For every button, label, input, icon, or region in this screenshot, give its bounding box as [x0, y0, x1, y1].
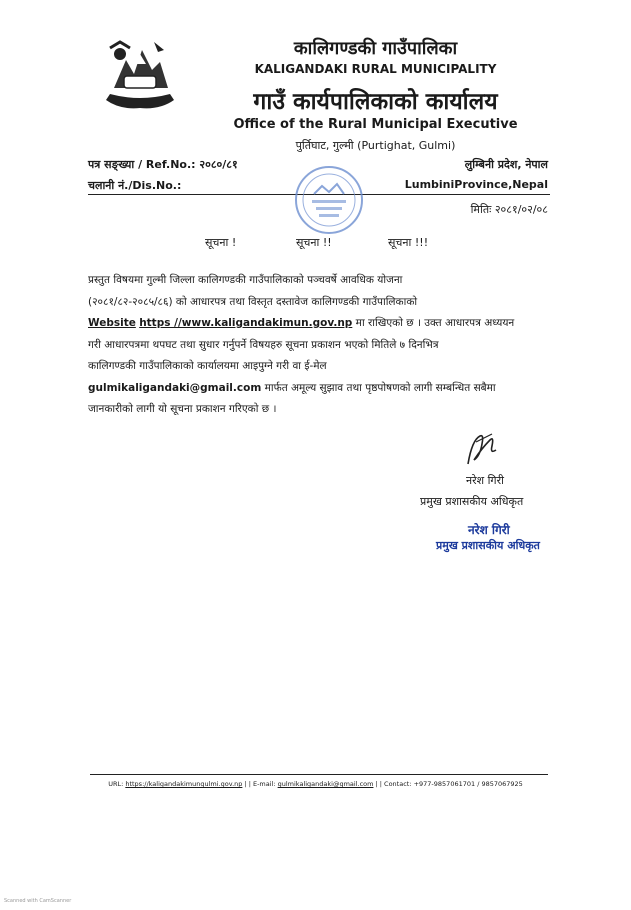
notice-body	[88, 270, 552, 421]
footer-email-link[interactable]: gulmikaligandaki@gmail.com	[277, 780, 374, 788]
municipality-name-np: कालिगण्डकी गाउँपालिका	[293, 38, 458, 59]
issue-date: मितिः २०८१/०२/०८	[470, 203, 548, 216]
footer	[0, 780, 631, 788]
body-line: (२०८१/८२-२०८५/८६) को आधारपत्र तथा विस्तृत दस्तावेज कालिगण्डकी गाउँपालिकाको	[88, 295, 418, 308]
notice-word-1: सूचना !	[205, 236, 237, 249]
body-line: गरी आधारपत्रमा थपघट तथा सुधार गर्नुपर्ने विषयहरु सूचना प्रकाशन भएको मितिले ७ दिनभित्र	[88, 338, 439, 351]
signatory-name: नरेश गिरी	[466, 474, 504, 487]
office-address: पुर्तिघाट, गुल्मी (Purtighat, Gulmi)	[295, 139, 456, 152]
website-link[interactable]: https //www.kaligandakimun.gov.np	[139, 317, 353, 329]
signatory-title: प्रमुख प्रशासकीय अधिकृत	[420, 495, 524, 508]
ref-number: पत्र सङ्ख्या / Ref.No.: २०८०/८१	[88, 158, 238, 171]
municipality-name-en: KALIGANDAKI RURAL MUNICIPALITY	[254, 62, 497, 76]
scanner-watermark: Scanned with CamScanner	[4, 898, 72, 904]
footer-sep: | | E-mail:	[242, 780, 278, 788]
footer-url-link[interactable]: https://kaligandakimungulmi.gov.np	[125, 780, 243, 788]
footer-contact: | | Contact: +977-9857061701 / 9857067925	[373, 780, 523, 788]
body-line-rest: मा राखिएको छ । उक्त आधारपत्र अध्ययन	[352, 317, 515, 329]
body-line: जानकारीको लागी यो सूचना प्रकाशन गरिएको छ ।	[88, 403, 277, 415]
dispatch-number: चलानी नं./Dis.No.:	[88, 179, 182, 192]
province-np: लुम्बिनी प्रदेश, नेपाल	[464, 158, 548, 171]
website-label: Website	[88, 317, 136, 329]
office-name-np: गाउँ कार्यपालिकाको कार्यालय	[253, 89, 498, 115]
contact-email[interactable]: gulmikaligandaki@gmail.com	[88, 381, 262, 394]
body-line	[88, 378, 552, 400]
body-line: प्रस्तुत विषयमा गुल्मी जिल्ला कालिगण्डकी गाउँपालिकाको पञ्चवर्षे आवधिक योजना	[88, 274, 403, 286]
footer-divider	[90, 774, 548, 775]
body-line	[88, 313, 552, 335]
body-line-rest: मार्फत अमूल्य सुझाव तथा पृष्ठपोषणको लागी सम्बन्धित सबैमा	[261, 381, 496, 394]
footer-url-label: URL:	[108, 780, 126, 788]
signature-icon	[462, 430, 502, 470]
notice-word-3: सूचना !!!	[388, 236, 429, 249]
body-line: कालिगण्डकी गाउँपालिकाको कार्यालयमा आइपुग्ने गरी वा ई-मेल	[88, 360, 327, 372]
office-seal-icon	[292, 164, 366, 236]
office-name-en: Office of the Rural Municipal Executive	[233, 117, 518, 132]
stamp-title: प्रमुख प्रशासकीय अधिकृत	[436, 539, 540, 552]
notice-word-2: सूचना !!	[296, 236, 332, 249]
stamp-name: नरेश गिरी	[468, 523, 510, 537]
province-en: LumbiniProvince,Nepal	[404, 178, 548, 191]
